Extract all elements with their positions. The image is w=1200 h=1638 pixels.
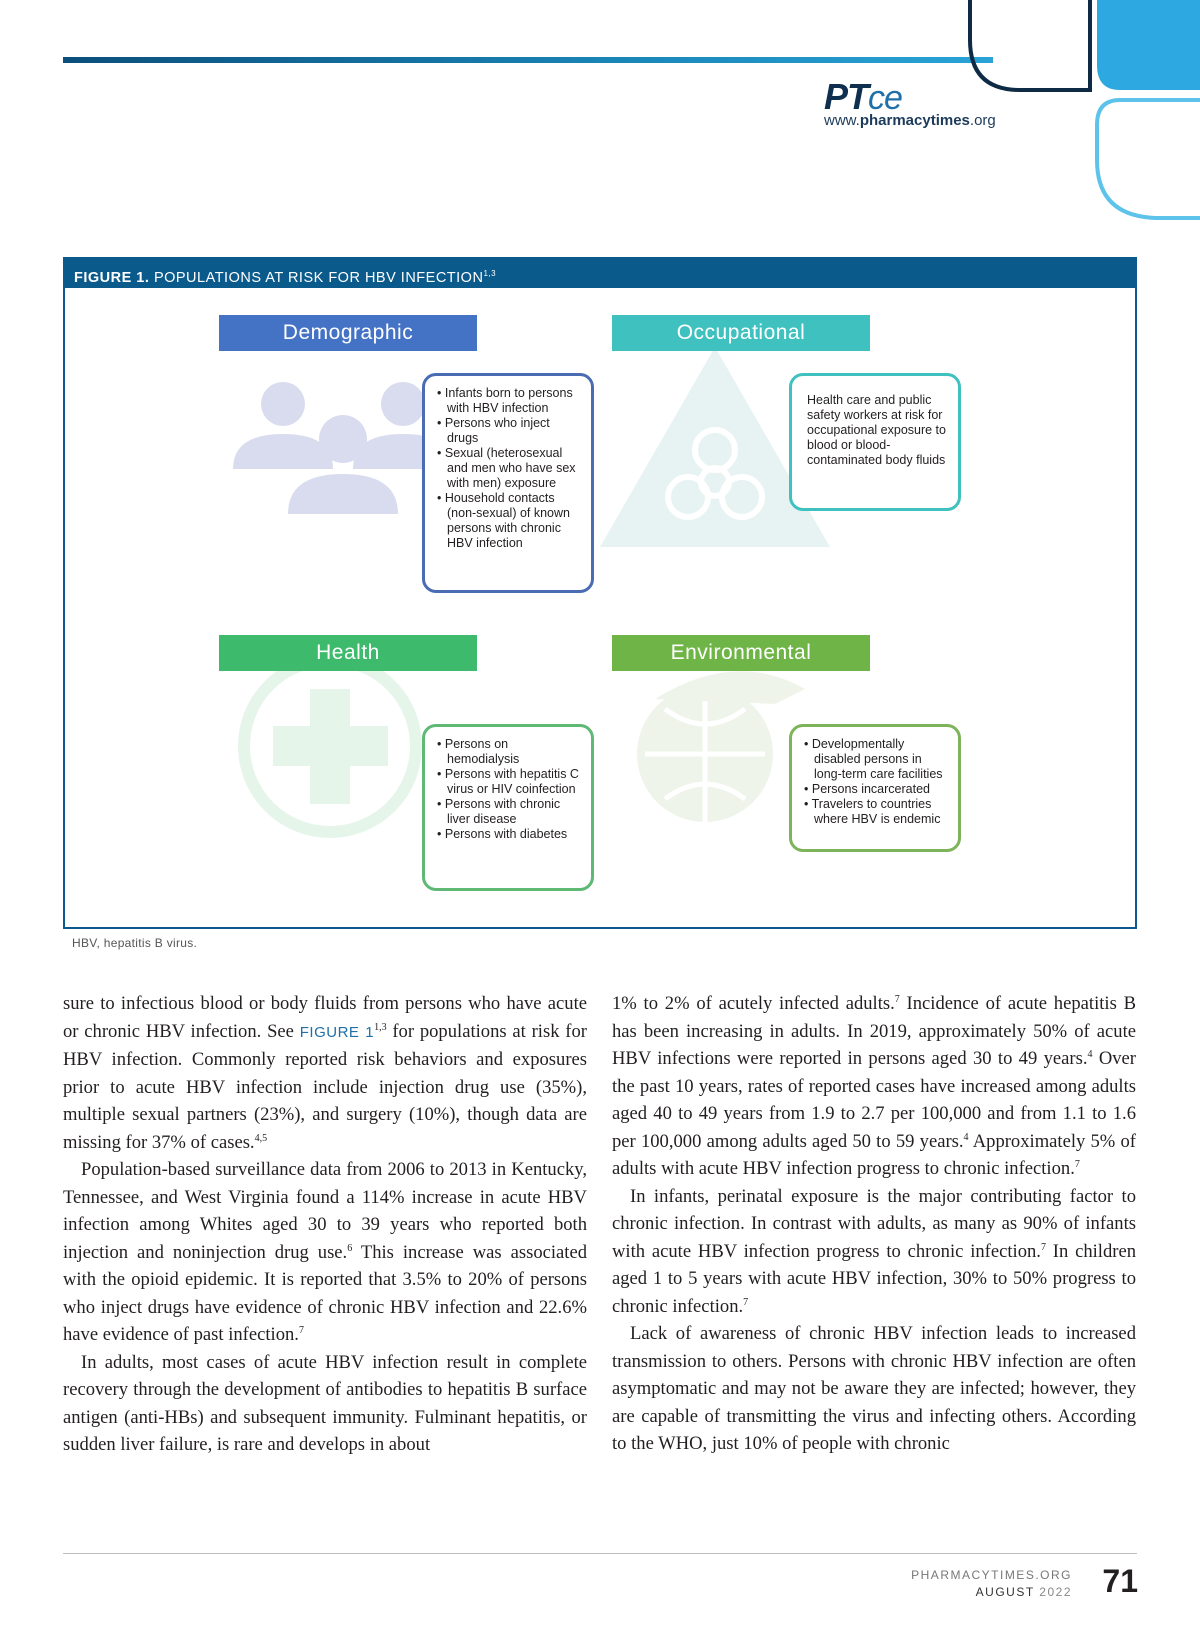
paragraph: Lack of awareness of chronic HBV infection leads to increased transmission to others. Persons with chronic HBV infection are often asymptomatic and may not be aware they are infected; however, they are capable of transmitting the virus and infecting others. According to the WHO, just 10% of people with chronic bbox=[612, 1323, 1136, 1454]
list-item: • Developmentally disabled persons in long-term care facilities bbox=[804, 737, 946, 782]
paragraph: In adults, most cases of acute HBV infection result in complete recovery through the development of antibodies to hepatitis B surface antigen (anti-HBs) and subsequent immunity. Fulminant hepatitis, or sudden liver failure, is rare and develops in about bbox=[63, 1351, 587, 1455]
list-item: • Persons on hemodialysis bbox=[437, 737, 579, 767]
paragraph: In infants, perinatal exposure is the major contributing factor to chronic infection. In contrast with adults, as many as 90% of infants with acute HBV infection progress to chronic infection.$^7$ In children aged 1 to 5 years with acute HBV infection, 30% to 50% progress to chronic infection.$^7$ bbox=[612, 1185, 1136, 1317]
paragraph: Population-based surveillance data from 2006 to 2013 in Kentucky, Tennessee, and West Virginia found a 114% increase in acute HBV infection among Whites aged 30 to 39 years who reported both injection and noninjection drug use.$^6$ This increase was associated with the opioid epidemic. It is reported that 3.5% to 20% of persons who inject drugs have evidence of chronic HBV infection and 22.6% have evidence of past infection.$^7$ bbox=[63, 1159, 588, 1345]
footer-rule bbox=[63, 1553, 1137, 1554]
header-rule bbox=[63, 57, 993, 63]
list-item: • Household contacts (non-sexual) of known persons with chronic HBV infection bbox=[437, 491, 579, 551]
environmental-box bbox=[789, 724, 961, 852]
demographic-box bbox=[422, 373, 594, 593]
page-number: 71 bbox=[1102, 1563, 1138, 1599]
body-column-left bbox=[63, 990, 587, 1459]
globe-plane-icon bbox=[615, 659, 815, 829]
paragraph: 1% to 2% of acutely infected adults.$^7$ Incidence of acute hepatitis B has been increasing in adults. In 2019, approximately 50% of acute HBV infections were reported in persons aged 30 to 49 years.$^4$ Over the past 10 years, rates of reported cases have increased among adults aged 40 to 49 years from 1.9 to 2.7 per 100,000 and from 1.1 to 1.6 per 100,000 among adults aged 50 to 59 years.$^4$ Approximately 5% of adults with acute HBV infection progress to chronic infection.$^7$ bbox=[612, 993, 1136, 1179]
category-health: Health bbox=[219, 635, 477, 671]
medical-cross-icon bbox=[238, 654, 423, 839]
footer-date: AUGUST 2022 bbox=[975, 1585, 1072, 1599]
list-item: • Persons with hepatitis C virus or HIV coinfection bbox=[437, 767, 579, 797]
body-column-right bbox=[612, 990, 1136, 1458]
figure-1 bbox=[63, 257, 1137, 929]
figure-caption: HBV, hepatitis B virus. bbox=[72, 936, 198, 950]
list-item: • Infants born to persons with HBV infection bbox=[437, 386, 579, 416]
health-box bbox=[422, 724, 594, 891]
list-item: • Persons with diabetes bbox=[437, 827, 579, 842]
figure-title: FIGURE 1. POPULATIONS AT RISK FOR HBV INFECTION$^{1,3}$ bbox=[65, 259, 1135, 288]
people-icon bbox=[233, 374, 443, 524]
list-item: • Travelers to countries where HBV is endemic bbox=[804, 797, 946, 827]
list-item: • Persons who inject drugs bbox=[437, 416, 579, 446]
category-environmental: Environmental bbox=[612, 635, 870, 671]
list-item: • Persons incarcerated bbox=[804, 782, 946, 797]
figure-link[interactable]: FIGURE 1 bbox=[299, 1023, 375, 1041]
list-item: • Sexual (heterosexual and men who have sex with men) exposure bbox=[437, 446, 579, 491]
logo-url[interactable]: www.pharmacytimes.org bbox=[824, 112, 996, 129]
ptce-logo bbox=[824, 76, 1034, 136]
paragraph: sure to infectious blood or body fluids from persons who have acute or chronic HBV infection. See FIGURE 1$^{1,3}$ for populations at risk for HBV infection. Commonly reported risk behaviors and exposures prior to acute HBV infection include injection drug use (35%), multiple sexual partners (23%), and surgery (10%), though data are missing for 37% of cases.$^{4,5}$ bbox=[63, 993, 587, 1153]
occupational-box bbox=[789, 373, 961, 511]
list-item: • Persons with chronic liver disease bbox=[437, 797, 579, 827]
occupational-text: Health care and public safety workers at risk for occupational exposure to blood or blood-contaminated body fluids bbox=[807, 393, 946, 467]
category-occupational: Occupational bbox=[612, 315, 870, 351]
category-demographic: Demographic bbox=[219, 315, 477, 351]
logo-mark: PTce bbox=[824, 76, 902, 117]
footer-site: PHARMACYTIMES.ORG bbox=[911, 1568, 1072, 1582]
